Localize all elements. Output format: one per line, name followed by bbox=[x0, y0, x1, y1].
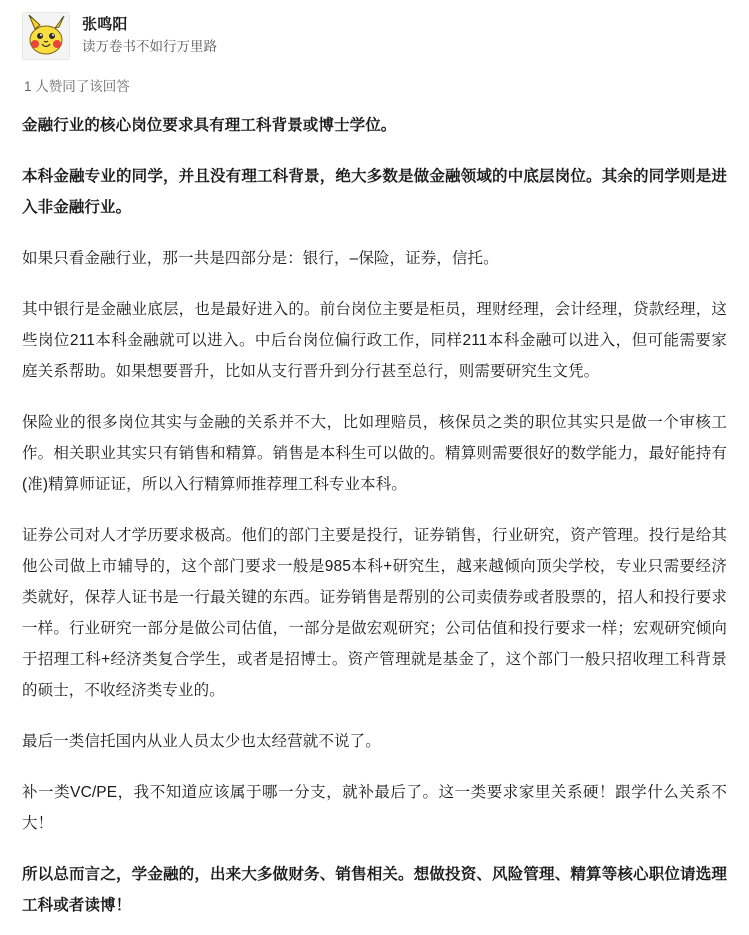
vote-count-label: 1 人赞同了该回答 bbox=[24, 79, 130, 94]
paragraph: 本科金融专业的同学，并且没有理工科背景，绝大多数是做金融领域的中底层岗位。其余的同学则是进入非金融行业。 bbox=[22, 168, 727, 216]
pikachu-avatar-icon[interactable] bbox=[22, 12, 70, 60]
paragraph: 其中银行是金融业底层，也是最好进入的。前台岗位主要是柜员，理财经理，会计经理，贷款经理，这些岗位211本科金融就可以进入。中后台岗位偏行政工作，同样211本科金融可以进入，但可能需要家庭关系帮助。如果想要晋升，比如从支行晋升到分行甚至总行，则需要研究生文凭。 bbox=[22, 301, 727, 380]
paragraph: 证券公司对人才学历要求极高。他们的部门主要是投行，证券销售，行业研究，资产管理。投行是给其他公司做上市辅导的，这个部门要求一般是985本科+研究生，越来越倾向顶尖学校，专业只需要经济类就好，保荐人证书是一行最关键的东西。证券销售是帮别的公司卖债券或者股票的，招人和投行要求一样。行业研究一部分是做公司估值，一部分是做宏观研究；公司估值和投行要求一样；宏观研究倾向于招理工科+经济类复合学生，或者是招博士。资产管理就是基金了，这个部门一般只招收理工科背景的硕士，不收经济类专业的。 bbox=[22, 527, 727, 699]
author-bio: 读万卷书不如行万里路 bbox=[82, 39, 217, 54]
paragraph: 如果只看金融行业，那一共是四部分是：银行，–保险，证券，信托。 bbox=[22, 250, 499, 267]
answer-body bbox=[22, 110, 727, 921]
author-header bbox=[22, 12, 727, 60]
paragraph: 保险业的很多岗位其实与金融的关系并不大，比如理赔员，核保员之类的职位其实只是做一个审核工作。相关职业其实只有销售和精算。销售是本科生可以做的。精算则需要很好的数学能力，最好能持有(准)精算师证证，所以入行精算师推荐理工科专业本科。 bbox=[22, 414, 727, 493]
paragraph: 金融行业的核心岗位要求具有理工科背景或博士学位。 bbox=[22, 117, 397, 134]
author-meta bbox=[82, 15, 217, 57]
paragraph: 最后一类信托国内从业人员太少也太经营就不说了。 bbox=[22, 733, 381, 750]
paragraph: 所以总而言之，学金融的，出来大多做财务、销售相关。想做投资、风险管理、精算等核心职位请选理工科或者读博！ bbox=[22, 866, 727, 914]
paragraph: 补一类VC/PE，我不知道应该属于哪一分支，就补最后了。这一类要求家里关系硬！跟学什么关系不大！ bbox=[22, 784, 727, 832]
author-name[interactable]: 张鸣阳 bbox=[82, 16, 128, 33]
